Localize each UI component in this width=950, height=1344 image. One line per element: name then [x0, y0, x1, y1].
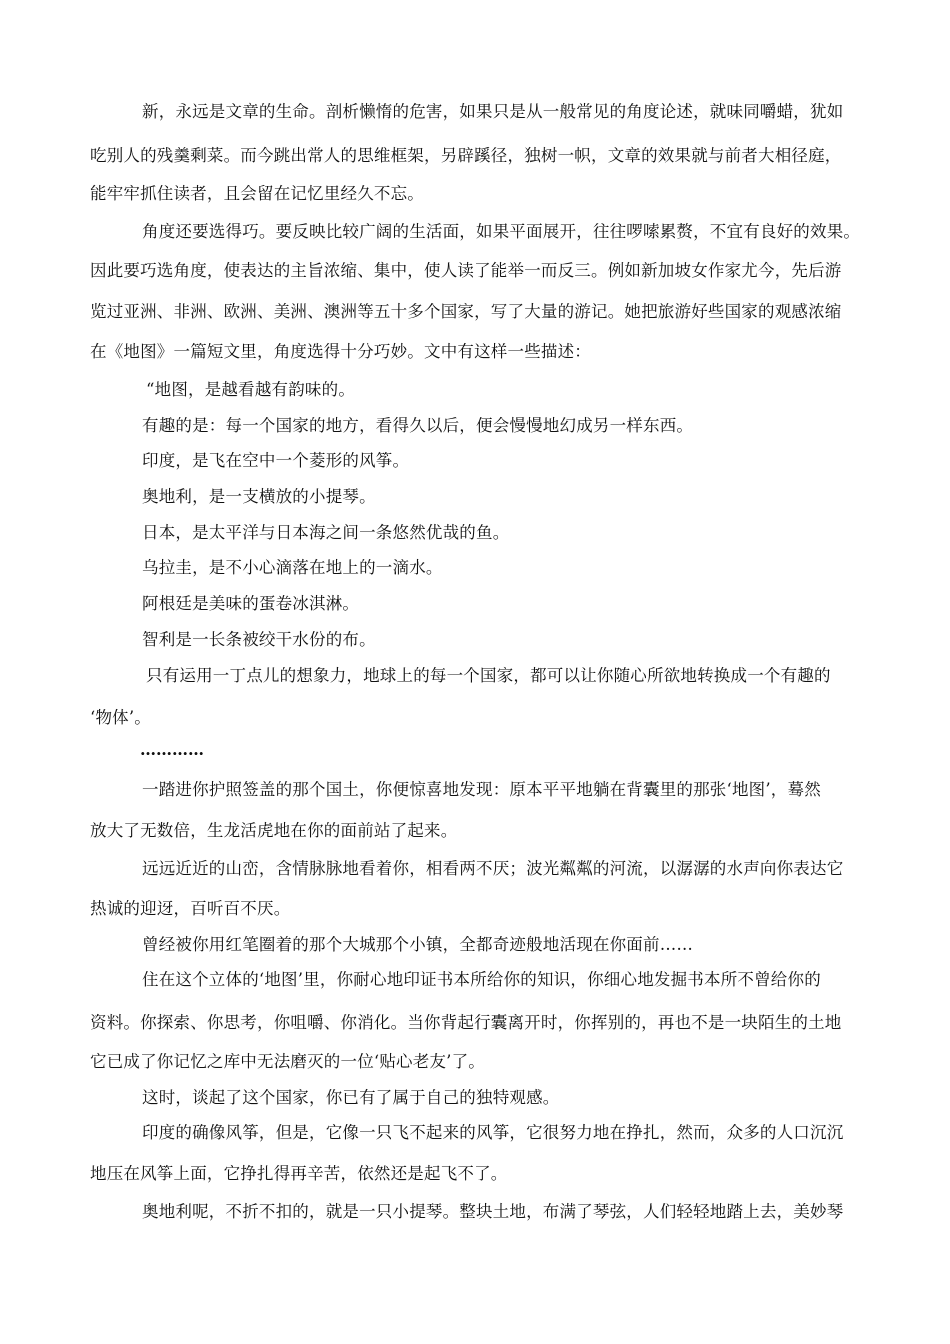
text-line: 奥地利，是一支横放的小提琴。 — [142, 487, 376, 506]
text-line: 日本，是太平洋与日本海之间一条悠然优哉的鱼。 — [142, 523, 510, 542]
text-line: 住在这个立体的‘地图’里，你耐心地印证书本所给你的知识，你细心地发掘书本所不曾给你的 — [142, 970, 821, 989]
text-line: 在《地图》一篇短文里，角度选得十分巧妙。文中有这样一些描述： — [90, 342, 591, 361]
text-line: 印度，是飞在空中一个菱形的风筝。 — [142, 451, 410, 470]
text-line: 角度还要选得巧。要反映比较广阔的生活面，如果平面展开，往往啰嗦累赘，不宜有良好的效果。 — [142, 222, 861, 241]
text-line: 新，永远是文章的生命。剖析懒惰的危害，如果只是从一般常见的角度论述，就味同嚼蜡，犹如 — [142, 102, 844, 121]
text-line: 这时，谈起了这个国家，你已有了属于自己的独特观感。 — [142, 1088, 560, 1107]
text-line: 一踏进你护照签盖的那个国土，你便惊喜地发现：原本平平地躺在背囊里的那张‘地图’，蓦然 — [142, 780, 821, 799]
text-line: 乌拉圭，是不小心滴落在地上的一滴水。 — [142, 558, 443, 577]
text-line: 地压在风筝上面，它挣扎得再辛苦，依然还是起飞不了。 — [90, 1164, 508, 1183]
text-line: 曾经被你用红笔圈着的那个大城那个小镇，全都奇迹般地活现在你面前…… — [142, 935, 694, 954]
text-line: 阿根廷是美味的蛋卷冰淇淋。 — [142, 594, 360, 613]
text-line: 热诚的迎迓，百听百不厌。 — [90, 899, 291, 918]
text-line: ‘物体’。 — [90, 708, 151, 727]
text-line: 因此要巧选角度，使表达的主旨浓缩、集中，使人读了能举一而反三。例如新加坡女作家尤今，先后游 — [90, 261, 842, 280]
text-line: 印度的确像风筝，但是，它像一只飞不起来的风筝，它很努力地在挣扎，然而，众多的人口沉沉 — [142, 1123, 844, 1142]
text-line: 远远近近的山峦，含情脉脉地看着你，相看两不厌；波光粼粼的河流，以潺潺的水声向你表达它 — [142, 859, 844, 878]
text-line: 放大了无数倍，生龙活虎地在你的面前站了起来。 — [90, 821, 458, 840]
text-line: 能牢牢抓住读者，且会留在记忆里经久不忘。 — [90, 184, 424, 203]
text-line: 吃别人的残羹剩菜。而今跳出常人的思维框架，另辟蹊径，独树一帜，文章的效果就与前者大相径庭， — [90, 146, 842, 165]
text-line: “地图，是越看越有韵味的。 — [146, 380, 356, 399]
ellipsis-separator: ………… — [140, 740, 204, 759]
text-line: 资料。你探索、你思考，你咀嚼、你消化。当你背起行囊离开时，你挥别的，再也不是一块陌生的土地 — [90, 1013, 842, 1032]
text-line: 奥地利呢，不折不扣的，就是一只小提琴。整块土地，布满了琴弦，人们轻轻地踏上去，美妙琴 — [142, 1202, 844, 1221]
text-line: 览过亚洲、非洲、欧洲、美洲、澳洲等五十多个国家，写了大量的游记。她把旅游好些国家的观感浓缩 — [90, 302, 842, 321]
text-line: 只有运用一丁点儿的想象力，地球上的每一个国家，都可以让你随心所欲地转换成一个有趣的 — [146, 666, 831, 685]
text-line: 智利是一长条被绞干水份的布。 — [142, 630, 376, 649]
text-line: 它已成了你记忆之库中无法磨灭的一位‘贴心老友’了。 — [90, 1052, 485, 1071]
text-line: 有趣的是：每一个国家的地方，看得久以后，便会慢慢地幻成另一样东西。 — [142, 416, 694, 435]
